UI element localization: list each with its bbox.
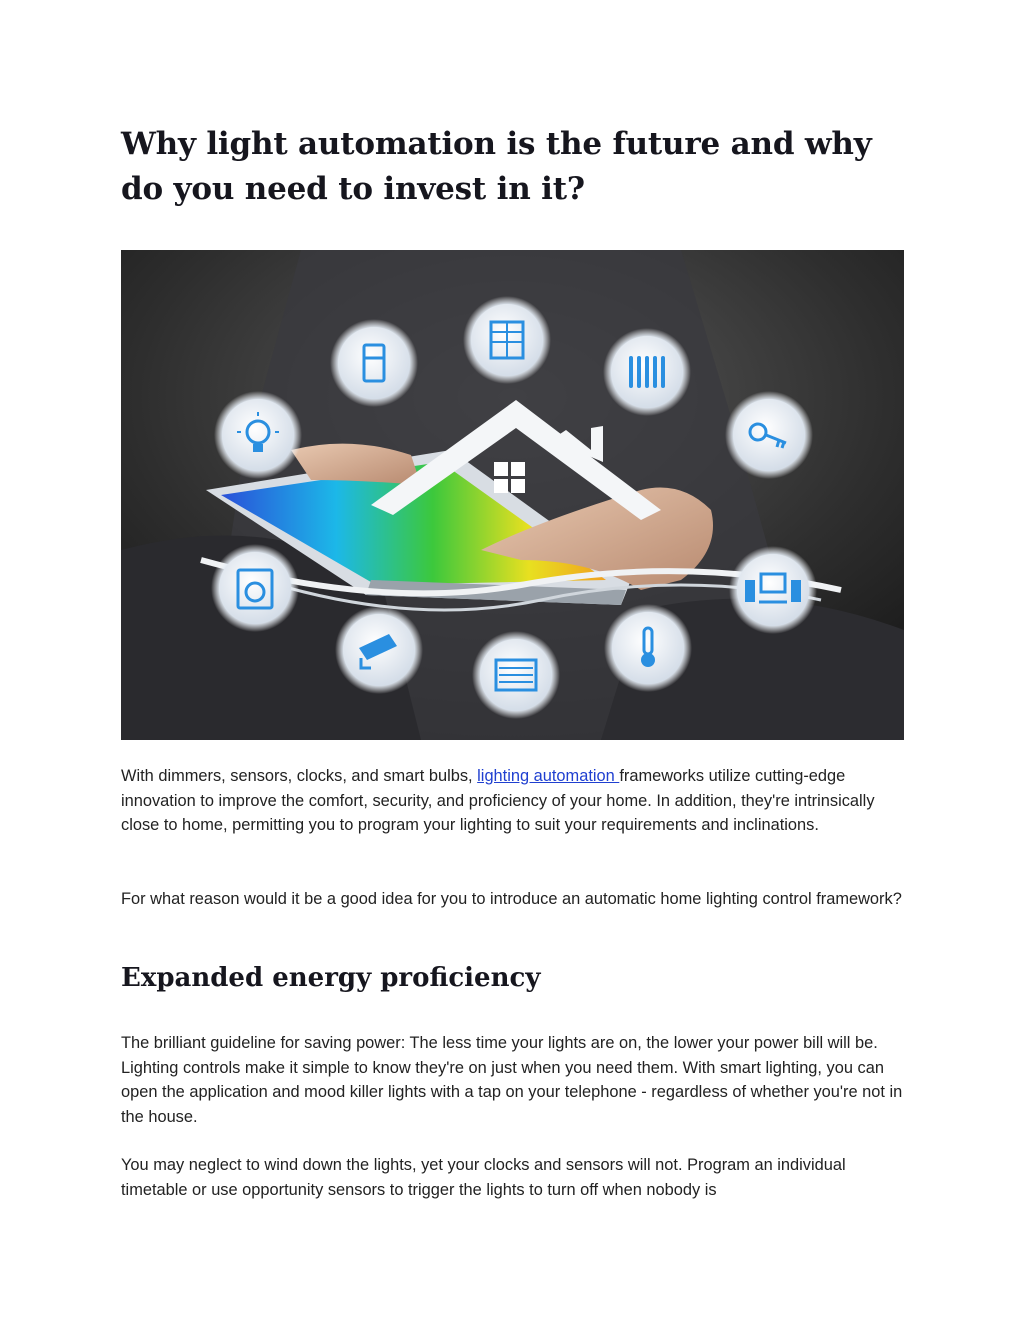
radiator-icon: [603, 328, 691, 416]
intro-paragraph: [121, 764, 905, 838]
thermometer-icon: [604, 604, 692, 692]
question-paragraph: For what reason would it be a good idea for you to introduce an automatic home lighting control framework?: [121, 890, 902, 908]
washing-machine-icon: [211, 544, 299, 632]
intro-text-before: With dimmers, sensors, clocks, and smart bulbs,: [121, 767, 478, 785]
lightbulb-icon: [214, 391, 302, 479]
section-heading: Expanded energy proficiency: [121, 963, 541, 993]
energy-paragraph: The brilliant guideline for saving power: The less time your lights are on, the lower your power bill will be. Lighting controls make it simple to know they're on just when you need them. With smart lighting, you can open the application and mood killer lights with a tap on your telephone - regardless of whether you're not in the house.: [121, 1034, 903, 1126]
security-camera-icon: [335, 606, 423, 694]
fridge-icon: [330, 319, 418, 407]
tv-speakers-icon: [729, 546, 817, 634]
intro-text-after: frameworks utilize cutting-edge innovation to improve the comfort, security, and proficiency of your home. In addition, they're intrinsically close to home, permitting you to program your lighting to suit your requirements and inclinations.: [121, 767, 875, 834]
article-title: Why light automation is the future and why do you need to invest in it?: [121, 126, 872, 207]
lighting-automation-link[interactable]: lighting automation: [477, 767, 620, 785]
sensors-paragraph: You may neglect to wind down the lights, yet your clocks and sensors will not. Program an individual timetable or use opportunity sensors to trigger the lights to turn off when nobody is: [121, 1156, 846, 1199]
garage-door-icon: [472, 631, 560, 719]
key-icon: [725, 391, 813, 479]
hero-image: [121, 250, 904, 740]
blinds-icon: [463, 296, 551, 384]
